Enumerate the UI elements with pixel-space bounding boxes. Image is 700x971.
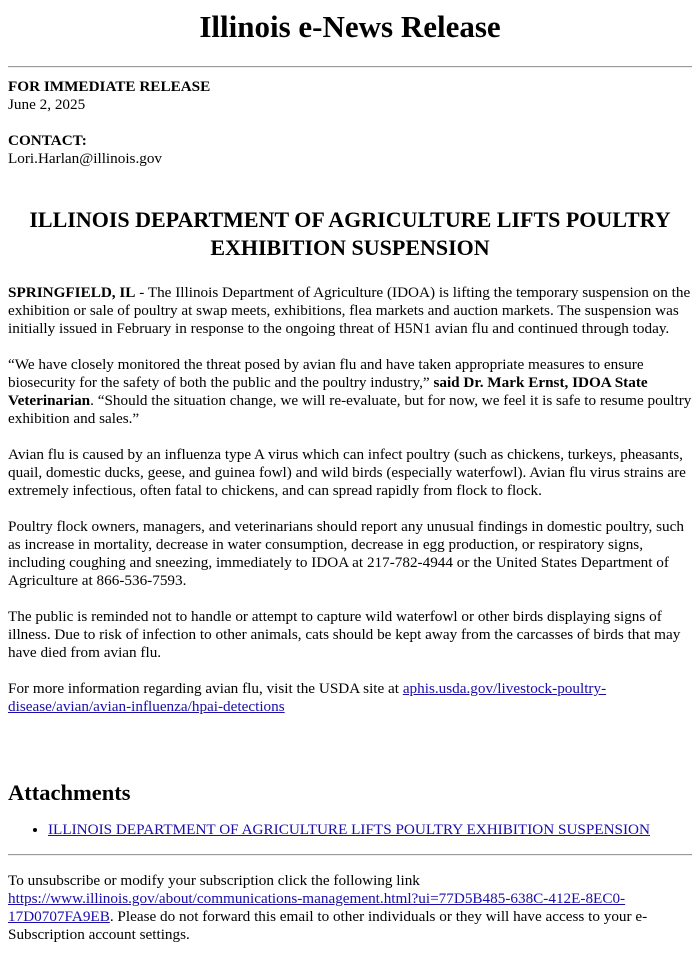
release-body bbox=[8, 284, 692, 716]
contact-label: CONTACT: bbox=[8, 132, 87, 149]
release-label: FOR IMMEDIATE RELEASE bbox=[8, 78, 211, 95]
quote-attribution: said Dr. Mark Ernst, IDOA State Veterinarian bbox=[8, 374, 648, 409]
paragraph-more-info: For more information regarding avian flu, visit the USDA site at aphis.usda.gov/livestock-poultry-disease/avian/avian-influenza/hpai-detections bbox=[8, 680, 607, 715]
paragraph-quote: “We have closely monitored the threat posed by avian flu and have taken appropriate measures to ensure biosecurity for the safety of both the public and the poultry industry,” said Dr. Mark Ernst, IDOA State Veterinarian. “Should the situation change, we will re-evaluate, but for now, we feel it is safe to resume poultry exhibition and sales.” bbox=[8, 356, 692, 427]
release-headline: ILLINOIS DEPARTMENT OF AGRICULTURE LIFTS POULTRY EXHIBITION SUSPENSION bbox=[29, 207, 671, 260]
paragraph-reporting: Poultry flock owners, managers, and veterinarians should report any unusual findings in domestic poultry, such as increase in mortality, decrease in water consumption, decrease in egg production, or respiratory signs, including coughing and sneezing, immediately to IDOA at 217-782-4944 or the United States Department of Agriculture at 866-536-7593. bbox=[8, 518, 684, 589]
paragraph-intro: SPRINGFIELD, IL - The Illinois Department of Agriculture (IDOA) is lifting the temporary suspension on the exhibition or sale of poultry at swap meets, exhibitions, flea markets and auction markets. The suspension was initially issued in February in response to the ongoing threat of H5N1 avian flu and continued through today. bbox=[8, 284, 691, 337]
top-divider bbox=[8, 66, 692, 68]
attachments-heading: Attachments bbox=[8, 780, 131, 805]
dateline: SPRINGFIELD, IL bbox=[8, 284, 136, 301]
masthead-title: Illinois e-News Release bbox=[199, 9, 501, 44]
usda-link[interactable]: aphis.usda.gov/livestock-poultry-disease/avian/avian-influenza/hpai-detections bbox=[8, 680, 607, 715]
release-meta bbox=[8, 78, 692, 168]
contact-email: Lori.Harlan@illinois.gov bbox=[8, 150, 163, 167]
attachments-list bbox=[8, 821, 692, 839]
paragraph-avian-flu: Avian flu is caused by an influenza type A virus which can infect poultry (such as chickens, turkeys, pheasants, quail, domestic ducks, geese, and guinea fowl) and wild birds (especially waterfowl). Avian flu virus strains are extremely infectious, often fatal to chickens, and can spread rapidly from flock to flock. bbox=[8, 446, 686, 499]
list-item bbox=[48, 821, 692, 839]
unsubscribe-link[interactable]: https://www.illinois.gov/about/communications-management.html?ui=77D5B485-638C-412E-8EC0-17D0707FA9EB bbox=[8, 890, 626, 925]
footer bbox=[8, 872, 692, 944]
attachment-link[interactable]: ILLINOIS DEPARTMENT OF AGRICULTURE LIFTS POULTRY EXHIBITION SUSPENSION bbox=[48, 821, 650, 838]
bottom-divider bbox=[8, 854, 692, 856]
release-date: June 2, 2025 bbox=[8, 96, 86, 113]
paragraph-public: The public is reminded not to handle or attempt to capture wild waterfowl or other birds displaying signs of illness. Due to risk of infection to other animals, cats should be kept away from the carcasses of birds that may have died from avian flu. bbox=[8, 608, 681, 661]
unsubscribe-text: To unsubscribe or modify your subscription click the following link https://www.illinois.gov/about/communications-management.html?ui=77D5B485-638C-412E-8EC0-17D0707FA9EB. Please do not forward this email to other individuals or they will have access to your e-Subscription account settings. bbox=[8, 872, 648, 943]
